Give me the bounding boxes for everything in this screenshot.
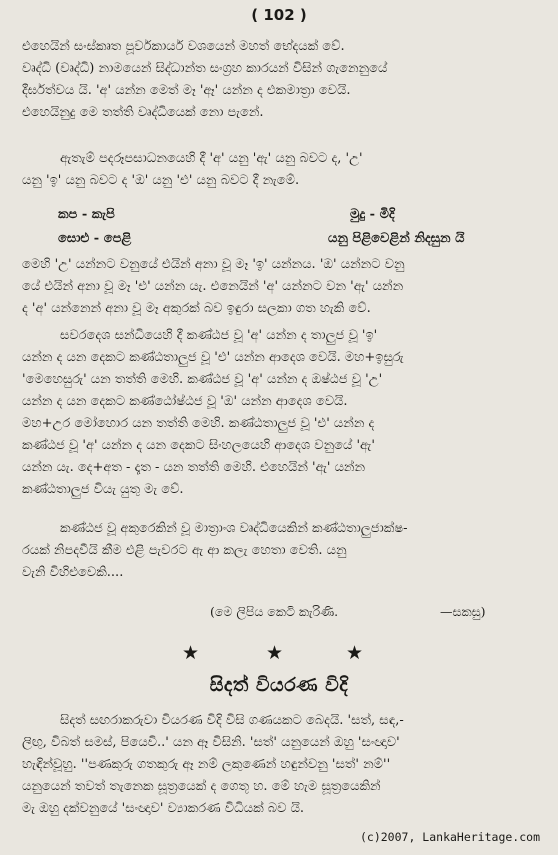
paragraph-5 <box>22 518 537 584</box>
text-line: කණ්ඨතාලුජ වියැ යුතු මැ වේ. <box>22 482 184 497</box>
text-line: කණ්ඨජ වූ 'අ' යන්න ද යන දෙකට සිංහලයෙහි ආදෙශ වනුයේ 'ඇ' <box>22 438 375 453</box>
paragraph-4 <box>22 325 537 501</box>
paragraph-2 <box>22 148 537 192</box>
text-line: ඇතැම් පදරූපසාධනයෙහි දී 'අ' යනු 'ඇ' යනු බවට ද, 'උ' <box>60 151 363 166</box>
text-line: මෙහි 'උ' යන්නට වනුයේ එයින් අනා වූ මෑ 'ඉ' යන්නය. 'ඔ' යන්නට වනු <box>22 257 405 272</box>
text-line: යන්න ද යන දෙකට කණ්ඨතාලුජ වූ 'එ' යන්න ආදෙශ වෙයි. මහ+ඉසුරු <box>22 350 404 365</box>
example-2-left: සොළු - පෙළි <box>58 231 132 246</box>
text-line: යනු 'ඉ' යනු බවට ද 'ඔ' යනු 'එ' යනු බවට දී නැමේ. <box>22 173 300 188</box>
star-divider <box>0 642 558 666</box>
page-number: ( 102 ) <box>251 6 307 24</box>
example-1-left: කප - කැපි <box>58 207 115 222</box>
text-line: රයක් නිපදවීයි කීම එළි පැවරට ඇ ආ කලැ හෙතා වෙති. යනු <box>22 543 347 558</box>
note-abridged: (මෙ ලිපිය කෙටි කැරිණි. <box>210 604 339 619</box>
text-line: ද 'අ' යන්නෙන් අනා වූ මෑ අකුරක් බව ඉඳුරා සලකා ගත හැකි වේ. <box>22 301 371 316</box>
text-line: කණ්ඨජ වූ අකුරෙකින් වූ මාත්‍රාංශ වෘද්ධියෙකින් කණ්ඨතාලුජාක්ෂ- <box>60 521 408 536</box>
text-line: යනුයෙන් තවත් තැනෙක සූත්‍රයෙක් ද ගෙතූ හ. මේ හැම සූත්‍රයෙකින් <box>22 779 381 794</box>
text-line: සවරදෙශ සන්ධියෙහි දී කණ්ඨජ වූ 'අ' යන්න ද තාලුජ වූ 'ඉ' <box>60 328 378 343</box>
text-line: යන්න යැ. දෙ+අත - දෑත - යන තත්ති මෙහි. එහෙයින් 'ඇ' යන්න <box>22 460 366 475</box>
text-line: මැ ඔහු දක්වනුයේ 'සංඥාව' ව්‍යාකරණ විධියක් බව යි. <box>22 801 305 816</box>
text-line: එහෙයින් සංස්කෘත පූර්වකාර්ය වශයෙන් මහත් භේදයක් වේ. <box>22 39 345 54</box>
paragraph-1 <box>22 36 537 124</box>
star-icon: ★ <box>266 642 284 664</box>
star-icon: ★ <box>346 642 364 664</box>
paragraph-3 <box>22 254 537 320</box>
text-line: එහෙයිනුදු මෙ තත්ති වෘද්ධියෙක් නො පැනේ. <box>22 105 264 120</box>
text-line: වැනි විහිළුවෙකි.... <box>22 565 124 580</box>
text-line: යේ එයින් අනා වූ මෑ 'එ' යන්න යැ. එනෙයින් 'අ' යන්නට වන 'ඇ' යන්න <box>22 279 404 294</box>
text-line: 'මෙහෙසුරු' යන තත්ති මෙහි. කණ්ඨජ වූ 'අ' යන්න ද ඔෂ්ඨජ වූ 'උ' <box>22 372 383 387</box>
editor-signature: —සකසු) <box>440 604 486 619</box>
text-line: වෘද්ධි (වෘද්ධි) නාමයෙන් සිද්ධාන්ත සංග්‍රහ කාරයන් විසින් ගැනෙනුයේ <box>22 61 388 76</box>
text-line: හැඳින්වූහු. ''පණකුරු ගතකුරු ඈ නම් ලකුණෙන් හඳුන්වනු 'සත්' නම්'' <box>22 757 391 772</box>
copyright-credit: (c)2007, LankaHeritage.com <box>359 830 540 844</box>
text-line: සිදත් සඟරාකරුවා වියරණ විදි විසි ගණයකට බෙදයි. 'සත්, සඳ,- <box>60 713 404 728</box>
example-2-right: යනු පිළිවෙළින් නිදසුන යි <box>328 231 465 246</box>
text-line: ලිඟු, විබත් සමස්, පියෙවි..' යන ඈ විසිනි. 'සත්' යනුයෙන් ඔහු 'සංඥාව' <box>22 735 400 750</box>
text-line: මහ+උර මෝහොර යන තත්ති මෙහි. කණ්ඨතාලුජ වූ 'එ' යන්න ද <box>22 416 375 431</box>
section-heading: සිදත් වියරණ විදි <box>209 674 349 696</box>
paragraph-6 <box>22 710 537 820</box>
text-line: දීර්ඝත්වය යි. 'අ' යන්න මෙත් මෑ 'ඈ' යන්න ද එකමාත්‍රා වෙයි. <box>22 83 351 98</box>
text-line: යන්න ද යන දෙකට කණ්ඨෝෂ්ඨජ වූ 'ඔ' යන්න ආදෙශ වෙයි. <box>22 394 348 409</box>
example-1-right: මුදු - මිදි <box>350 207 395 222</box>
star-icon: ★ <box>182 642 200 664</box>
